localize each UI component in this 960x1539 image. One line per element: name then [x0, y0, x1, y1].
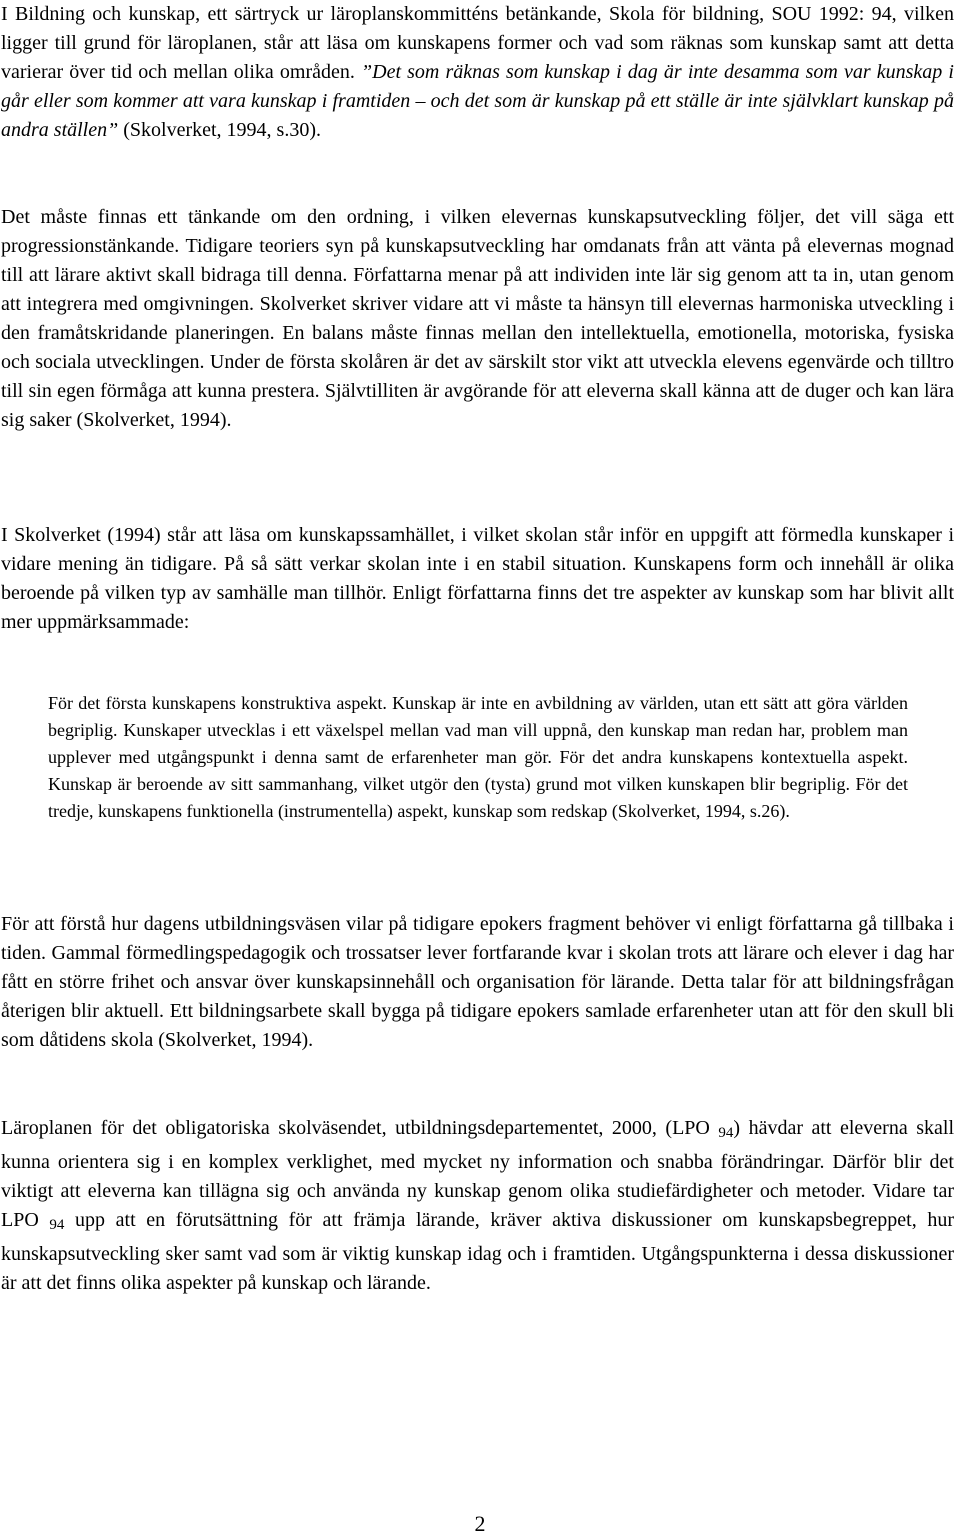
- paragraph-lpo94: [1, 1114, 954, 1298]
- paragraph-kunskapssamhallet: I Skolverket (1994) står att läsa om kunskapssamhället, i vilket skolan står inför en uppgift att förmedla kunskaper i vidare mening än tidigare. På så sätt verkar skolan inte i en stabil situation. Kunskapens form och innehåll är olika beroende på vilken typ av samhälle man tillhör. Enligt författarna finns det tre aspekter av kunskap som har blivit allt mer uppmärksammade:: [1, 524, 954, 633]
- paragraph-text: Läroplanen för det obligatoriska skolväsendet, utbildningsdepartementet, 2000, (LPO: [1, 1117, 719, 1139]
- paragraph-bildning: [1, 0, 954, 145]
- subscript: 94: [49, 1217, 65, 1233]
- page-number: 2: [474, 1511, 486, 1536]
- paragraph-progression: Det måste finnas ett tänkande om den ordning, i vilken elevernas kunskapsutveckling följer, det vill säga ett progressionstänkande. Tidigare teoriers syn på kunskapsutveckling har omdanats från att vänta på elevernas mognad till att lärare aktivt skall bidraga till denna. Författarna menar på att individen inte lär sig genom att ta in, utan genom att integrera med omgivningen. Skolverket skriver vidare att vi måste ta hänsyn till elevernas harmoniska utveckling i den framåtskridande planeringen. En balans måste finnas mellan den intellektuella, emotionella, motoriska, fysiska och sociala utvecklingen. Under de första skolåren är det av särskilt stor vikt att utveckla elevens egenvärde och tilltro till sin egen förmåga att kunna prestera. Självtilliten är avgörande för att eleverna skall känna att de duger och kan lära sig saker (Skolverket, 1994).: [1, 206, 954, 431]
- paragraph-text: ) hävdar att eleverna skall kunna orientera sig i en komplex verklighet, med mycket ny information och snabba förändringar. Därför blir det viktigt att eleverna kan tillägna sig och använda ny kunskap genom olika studiefärdigheter och metoder. Vidare tar LPO: [1, 1117, 955, 1231]
- paragraph-text: upp att en förutsättning för att främja lärande, kräver aktiva diskussioner om kunskapsbegreppet, hur kunskapsutveckling sker samt vad som är viktig kunskap idag och i framtiden. Utgångspunkterna i dessa diskussioner är att det finns olika aspekter på kunskap och lärande.: [1, 1209, 954, 1294]
- italic-quote: ”Det som räknas som kunskap i dag är inte desamma som var kunskap i går eller som kommer att vara kunskap i framtiden – och det som är kunskap på ett ställe är inte självklart kunskap på andra ställen”: [1, 61, 954, 141]
- subscript: 94: [718, 1125, 734, 1141]
- block-quote: För det första kunskapens konstruktiva aspekt. Kunskap är inte en avbildning av världen, utan ett sätt att göra världen begriplig. Kunskaper utvecklas i ett växelspel mellan vad man vill uppnå, den kunskap man redan har, problem man upplever med utgångspunkt i denna samt de erfarenheter man gör. För det andra kunskapens kontextuella aspekt. Kunskap är beroende av sitt sammanhang, vilket utgör den (tysta) grund mot vilken kunskapen blir begriplig. För det tredje, kunskapens funktionella (instrumentella) aspekt, kunskap som redskap (Skolverket, 1994, s.26).: [48, 693, 908, 821]
- paragraph-utbildningsvasen: För att förstå hur dagens utbildningsväsen vilar på tidigare epokers fragment behöver vi enligt författarna gå tillbaka i tiden. Gammal förmedlingspedagogik och trossatser lever fortfarande kvar i skolan trots att lärare och elever i dag har fått en större frihet och ansvar över kunskapsinnehåll och organisation för lärande. Detta talar för att bildningsfrågan återigen blir aktuell. Ett bildningsarbete skall bygga på tidigare epokers samlade erfarenheter utan att för den skull bli som dåtidens skola (Skolverket, 1994).: [1, 913, 954, 1051]
- paragraph-text: I Bildning och kunskap, ett särtryck ur läroplanskommitténs betänkande, Skola för bildning, SOU 1992: 94, vilken ligger till grund för läroplanen, står att läsa om kunskapens former och vad som räknas som kunskap samt att detta varierar över tid och mellan olika områden.: [1, 3, 954, 83]
- citation: (Skolverket, 1994, s.30).: [118, 119, 322, 141]
